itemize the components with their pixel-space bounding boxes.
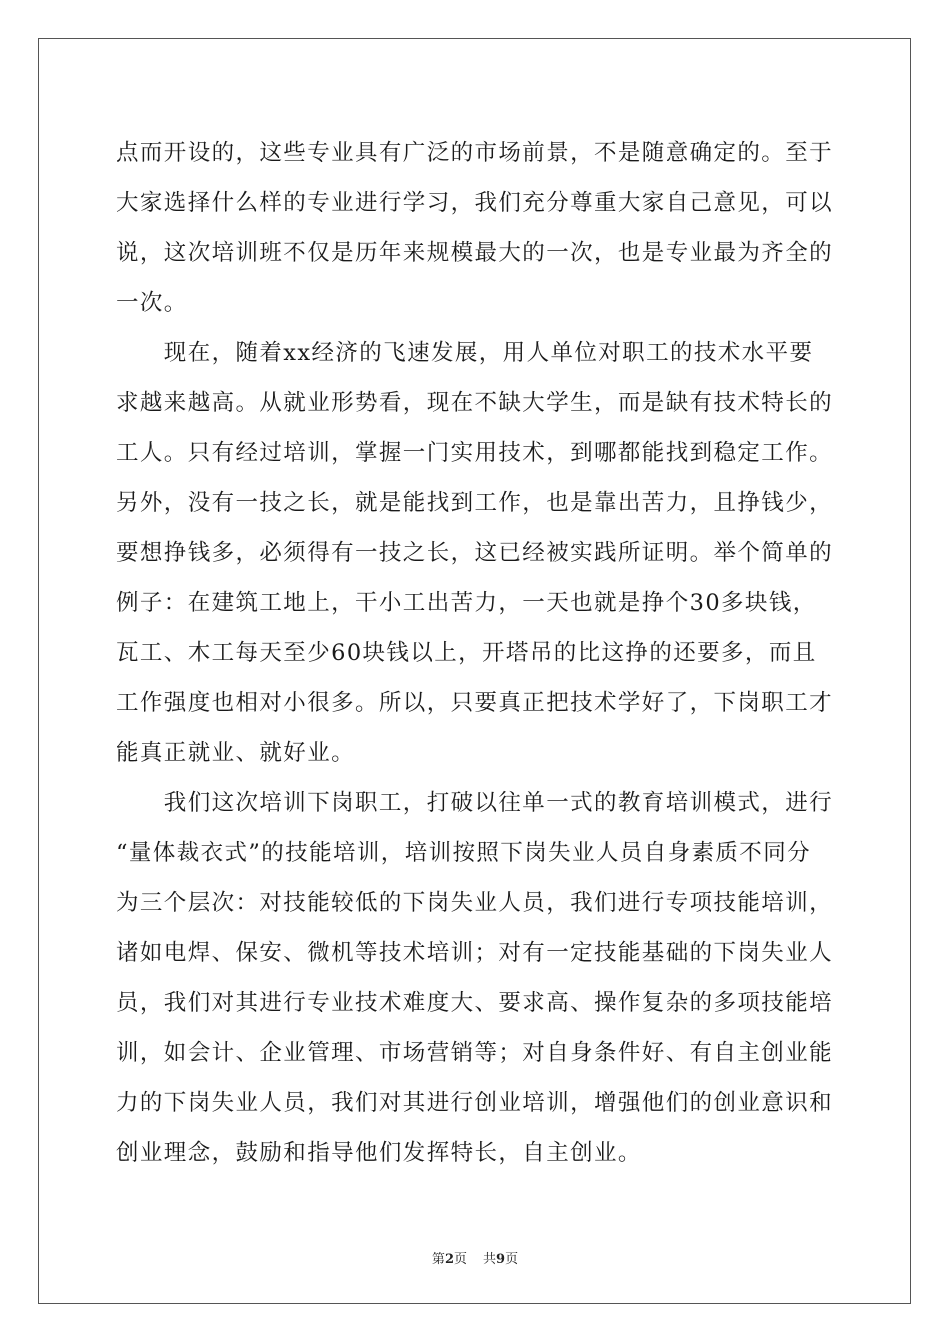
text-line: 能真正就业、就好业。: [116, 740, 356, 766]
page-number-current: 2: [444, 1252, 454, 1267]
page-number-prefix: 第: [431, 1252, 445, 1267]
text-line: 点而开设的，这些专业具有广泛的市场前景，不是随意确定的。至于: [116, 140, 834, 166]
text-line: 为三个层次：对技能较低的下岗失业人员，我们进行专项技能培训，: [116, 890, 834, 916]
text-line: “量体裁衣式”的技能培训，培训按照下岗失业人员自身素质不同分: [116, 840, 812, 866]
page-total-prefix: 共: [483, 1252, 497, 1267]
page-footer: [0, 1248, 950, 1267]
text-line: 另外，没有一技之长，就是能找到工作，也是靠出苦力，且挣钱少，: [116, 490, 834, 516]
page-total-count: 9: [496, 1252, 506, 1267]
text-line: 现在，随着xx经济的飞速发展，用人单位对职工的技术水平要: [116, 340, 814, 366]
text-line: 大家选择什么样的专业进行学习，我们充分尊重大家自己意见，可以: [116, 190, 834, 216]
document-body: [116, 128, 836, 1178]
text-line: 求越来越高。从就业形势看，现在不缺大学生，而是缺有技术特长的: [116, 390, 834, 416]
text-line: 训，如会计、企业管理、市场营销等；对自身条件好、有自主创业能: [116, 1040, 834, 1066]
text-line: 员，我们对其进行专业技术难度大、要求高、操作复杂的多项技能培: [116, 990, 834, 1016]
text-line: 要想挣钱多，必须得有一技之长，这已经被实践所证明。举个简单的: [116, 540, 834, 566]
text-line: 工人。只有经过培训，掌握一门实用技术，到哪都能找到稳定工作。: [116, 440, 834, 466]
text-line: 瓦工、木工每天至少60块钱以上，开塔吊的比这挣的还要多，而且: [116, 640, 817, 666]
text-line: 一次。: [116, 290, 188, 316]
text-line: 力的下岗失业人员，我们对其进行创业培训，增强他们的创业意识和: [116, 1090, 834, 1116]
text-line: 例子：在建筑工地上，干小工出苦力，一天也就是挣个30多块钱，: [116, 590, 817, 616]
text-line: 说，这次培训班不仅是历年来规模最大的一次，也是专业最为齐全的: [116, 240, 834, 266]
text-line: 诸如电焊、保安、微机等技术培训；对有一定技能基础的下岗失业人: [116, 940, 834, 966]
page-number-suffix: 页: [453, 1252, 467, 1267]
text-line: 我们这次培训下岗职工，打破以往单一式的教育培训模式，进行: [116, 790, 834, 816]
page-total-suffix: 页: [505, 1252, 519, 1267]
text-line: 创业理念，鼓励和指导他们发挥特长，自主创业。: [116, 1140, 642, 1166]
text-line: 工作强度也相对小很多。所以，只要真正把技术学好了，下岗职工才: [116, 690, 834, 716]
